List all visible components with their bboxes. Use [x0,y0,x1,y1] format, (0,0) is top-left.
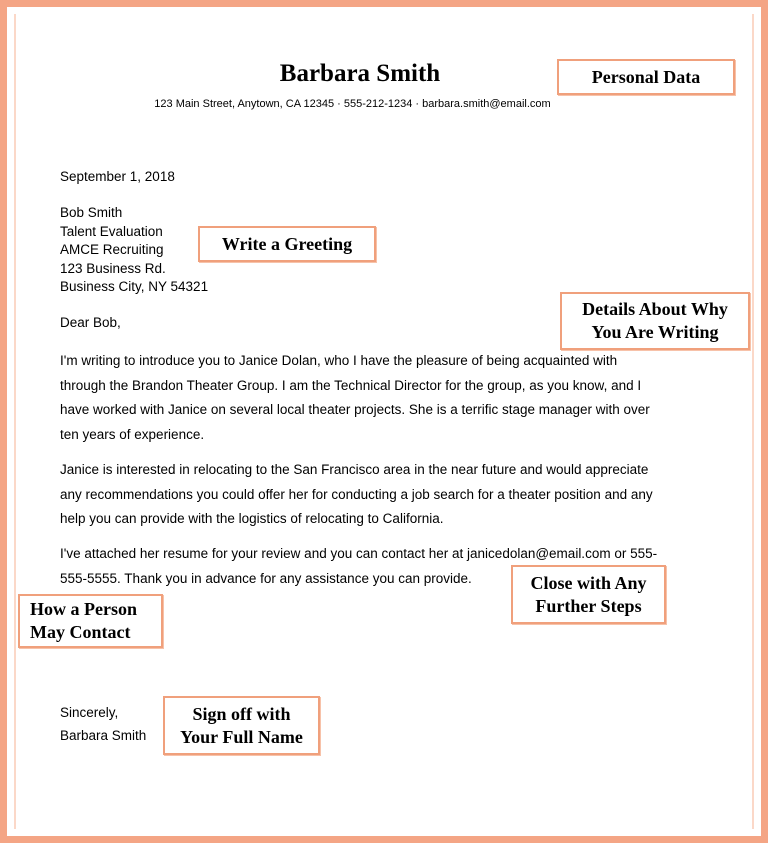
body-paragraph: I've attached her resume for your review and you can contact her at janicedolan@email.com or 555-555-5555. Thank you in advance for any assistance you can provide. [60,546,658,586]
letter-date: September 1, 2018 [60,169,175,184]
callout-label: Further Steps [535,595,642,616]
recipient-line: Talent Evaluation [60,223,163,239]
callout-signoff [163,696,320,755]
callout-label: How a Person [30,599,137,619]
body-paragraph: I'm writing to introduce you to Janice Dolan, who I have the pleasure of being acquainted with through the Brandon Theater Group. I am the Technical Director for the group, as you know, and I have worked with Janice on several local theater projects. She is a terrific stage manager with over ten years of experience. [60,353,650,442]
sender-name: Barbara Smith [279,60,441,87]
callout-personal-data [557,59,735,95]
sender-contact-line: 123 Main Street, Anytown, CA 12345 · 555-212-1234 · barbara.smith@email.com [154,98,551,110]
recipient-line: Bob Smith [60,205,123,220]
callout-label: Close with Any [530,572,647,593]
closing: Sincerely, [60,705,119,720]
callout-label: You Are Writing [591,322,719,342]
callout-close [511,565,666,624]
callout-label: Write a Greeting [221,233,353,254]
callout-label: Details About Why [582,299,728,319]
recipient-line: Business City, NY 54321 [60,279,209,294]
recipient-line: AMCE Recruiting [60,242,164,257]
signature: Barbara Smith [60,728,147,743]
recipient-address [60,204,208,297]
callout-details [560,292,750,350]
body-paragraph: Janice is interested in relocating to the San Francisco area in the near future and would appreciate any recommendations you could offer her for conducting a job search for a theater position and any help you can provide with the logistics of relocating to California. [60,462,653,526]
recipient-line: 123 Business Rd. [60,260,166,276]
callout-label: Personal Data [591,66,701,87]
callout-label: Sign off with [192,703,291,724]
salutation: Dear Bob, [60,315,121,330]
callout-label: May Contact [30,622,131,642]
callout-label: Your Full Name [180,726,303,747]
callout-contact [18,594,163,648]
closing-block [60,701,146,747]
callout-greeting [198,226,376,262]
